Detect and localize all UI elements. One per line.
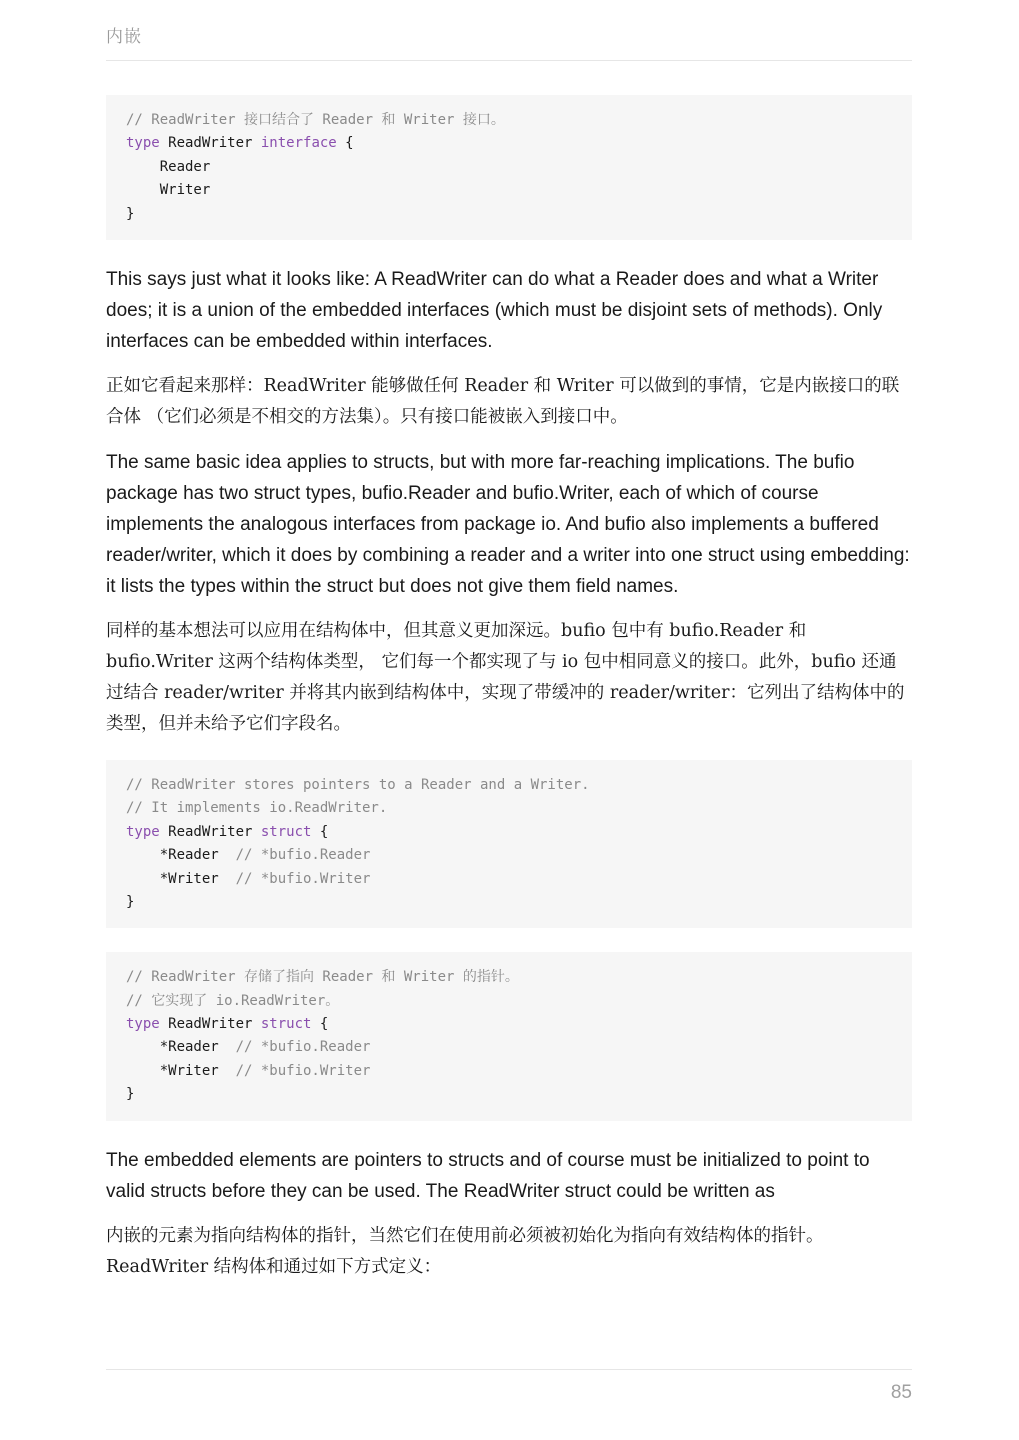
code-comment: // *bufio.Reader xyxy=(235,1039,371,1056)
code-keyword: type xyxy=(126,1016,160,1033)
code-text: ReadWriter xyxy=(159,823,261,840)
code-keyword: type xyxy=(126,135,160,152)
code-line xyxy=(126,109,892,132)
chapter-title: 内嵌 xyxy=(106,27,142,47)
paragraph-en: The same basic idea applies to structs, but with more far-reaching implications. The bufio package has two struct types, bufio.Reader and bufio.Writer, each of which of course implements the analogous interfaces from package io. And bufio also implements a buffered reader/writer, which it does by combining a reader and a writer into one struct using embedding: it lists the types within the struct but does not give them field names. xyxy=(106,451,910,597)
paragraph-zh: 正如它看起来那样：ReadWriter 能够做任何 Reader 和 Writer 可以做到的事情，它是内嵌接口的联合体 （它们必须是不相交的方法集）。只有接口能被嵌入到接口中。 xyxy=(106,375,900,427)
code-line xyxy=(126,774,892,797)
code-text: { xyxy=(311,823,329,840)
code-comment: // ReadWriter 存储了指向 Reader 和 Writer 的指针。 xyxy=(126,969,519,986)
code-line xyxy=(126,1036,892,1059)
code-comment: // *bufio.Writer xyxy=(235,1062,371,1079)
code-text: *Reader xyxy=(126,1039,236,1056)
page-number: 85 xyxy=(890,1382,912,1403)
code-text: { xyxy=(336,135,354,152)
code-line xyxy=(126,797,892,820)
code-comment: // *bufio.Reader xyxy=(235,847,371,864)
code-text: Writer xyxy=(126,182,211,199)
code-text: ReadWriter xyxy=(159,135,261,152)
paragraph-en: The embedded elements are pointers to structs and of course must be initialized to point to valid structs before they can be used. The ReadWriter struct could be written as xyxy=(106,1149,870,1202)
code-line xyxy=(126,990,892,1013)
code-line xyxy=(126,1013,892,1036)
code-line xyxy=(126,1083,892,1106)
page-header xyxy=(106,22,912,61)
code-line xyxy=(126,844,892,867)
code-text: *Writer xyxy=(126,1062,236,1079)
code-block-struct-zh xyxy=(106,952,912,1120)
code-line xyxy=(126,966,892,989)
page-footer xyxy=(106,1369,912,1420)
code-line xyxy=(126,891,892,914)
code-text: *Reader xyxy=(126,847,236,864)
code-line xyxy=(126,156,892,179)
code-block-struct-en xyxy=(106,760,912,928)
paragraph-zh: 同样的基本想法可以应用在结构体中，但其意义更加深远。bufio 包中有 bufio.Reader 和 bufio.Writer 这两个结构体类型， 它们每一个都实现了与 io 包中相同意义的接口。此外，bufio 还通过结合 reader/writer 并将其内嵌到结构体中，实现了带缓冲的 reader/writer：它列出了结构体中的类型，但并未给予它们字段名。 xyxy=(106,620,905,734)
page-content xyxy=(106,95,912,1283)
code-text: Reader xyxy=(126,158,211,175)
code-line xyxy=(126,821,892,844)
code-text: *Writer xyxy=(126,870,236,887)
code-keyword: type xyxy=(126,823,160,840)
code-keyword: interface xyxy=(260,135,337,152)
code-comment: // 它实现了 io.ReadWriter。 xyxy=(126,992,340,1009)
code-comment: // *bufio.Writer xyxy=(235,870,371,887)
code-text: } xyxy=(126,893,135,910)
paragraph-en: This says just what it looks like: A ReadWriter can do what a Reader does and what a Writer does; it is a union of the embedded interfaces (which must be disjoint sets of methods). Only interfaces can be embedded within interfaces. xyxy=(106,268,883,352)
code-comment: // ReadWriter stores pointers to a Reader and a Writer. xyxy=(126,776,590,793)
code-text: } xyxy=(126,1086,135,1103)
code-keyword: struct xyxy=(260,1016,312,1033)
code-block-interface xyxy=(106,95,912,240)
code-line xyxy=(126,1060,892,1083)
code-text: } xyxy=(126,205,135,222)
code-line xyxy=(126,868,892,891)
code-text: { xyxy=(311,1016,329,1033)
code-line xyxy=(126,203,892,226)
code-line xyxy=(126,179,892,202)
code-comment: // It implements io.ReadWriter. xyxy=(126,800,388,817)
code-comment: // ReadWriter 接口结合了 Reader 和 Writer 接口。 xyxy=(126,112,505,128)
code-line xyxy=(126,132,892,155)
paragraph-zh: 内嵌的元素为指向结构体的指针，当然它们在使用前必须被初始化为指向有效结构体的指针。 ReadWriter 结构体和通过如下方式定义： xyxy=(106,1225,824,1277)
code-text: ReadWriter xyxy=(159,1016,261,1033)
code-keyword: struct xyxy=(260,823,312,840)
